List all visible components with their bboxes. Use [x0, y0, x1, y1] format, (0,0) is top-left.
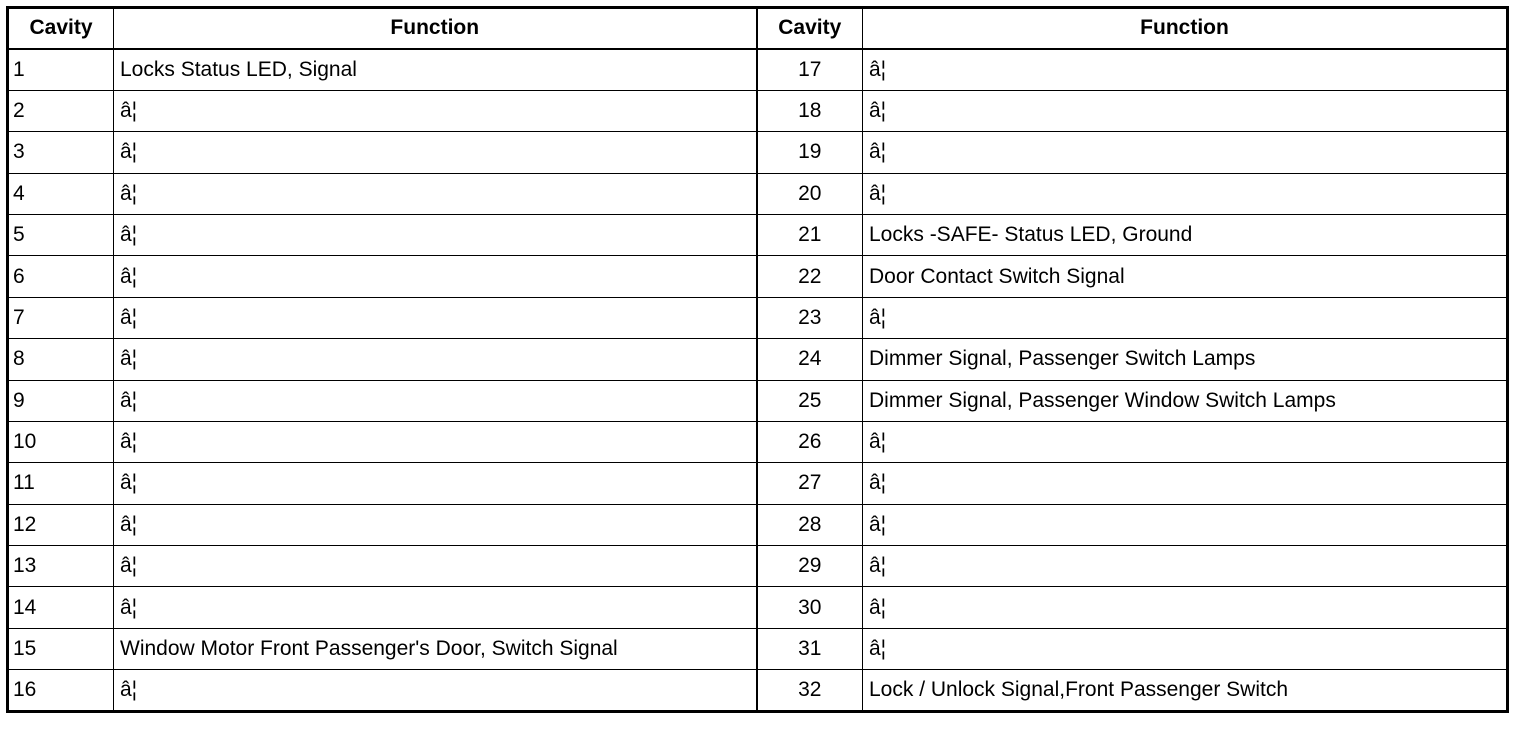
cavity-function-table [6, 6, 1509, 713]
function-cell: Dimmer Signal, Passenger Switch Lamps [863, 339, 1508, 380]
function-cell: â¦ [114, 670, 757, 711]
cavity-number-cell: 2 [8, 90, 114, 131]
cavity-number-cell: 3 [8, 132, 114, 173]
function-cell: Window Motor Front Passenger's Door, Switch Signal [114, 628, 757, 669]
function-cell: â¦ [114, 132, 757, 173]
function-cell: â¦ [863, 587, 1508, 628]
function-cell: â¦ [114, 587, 757, 628]
function-cell: â¦ [114, 90, 757, 131]
function-cell: â¦ [114, 173, 757, 214]
table-row [8, 49, 1508, 90]
cavity-number-cell: 11 [8, 463, 114, 504]
function-cell: â¦ [114, 256, 757, 297]
cavity-number-cell: 27 [757, 463, 863, 504]
cavity-number-cell: 7 [8, 297, 114, 338]
table-row [8, 628, 1508, 669]
function-cell: â¦ [114, 297, 757, 338]
cavity-number-cell: 23 [757, 297, 863, 338]
table-row [8, 297, 1508, 338]
cavity-number-cell: 15 [8, 628, 114, 669]
function-cell: â¦ [863, 132, 1508, 173]
table-header-row [8, 8, 1508, 49]
table-row [8, 90, 1508, 131]
cavity-number-cell: 5 [8, 214, 114, 255]
function-cell: Lock / Unlock Signal,Front Passenger Switch [863, 670, 1508, 711]
cavity-number-cell: 20 [757, 173, 863, 214]
table-row [8, 463, 1508, 504]
cavity-number-cell: 17 [757, 49, 863, 90]
function-cell: â¦ [863, 504, 1508, 545]
cavity-number-cell: 26 [757, 421, 863, 462]
cavity-number-cell: 32 [757, 670, 863, 711]
table-row [8, 421, 1508, 462]
function-cell: â¦ [863, 173, 1508, 214]
table-row [8, 132, 1508, 173]
cavity-number-cell: 21 [757, 214, 863, 255]
function-cell: â¦ [863, 90, 1508, 131]
cavity-number-cell: 13 [8, 546, 114, 587]
function-cell: â¦ [863, 463, 1508, 504]
function-cell: Door Contact Switch Signal [863, 256, 1508, 297]
cavity-number-cell: 30 [757, 587, 863, 628]
cavity-number-cell: 29 [757, 546, 863, 587]
table-body [8, 49, 1508, 711]
table-row [8, 587, 1508, 628]
cavity-number-cell: 1 [8, 49, 114, 90]
table-row [8, 214, 1508, 255]
table-row [8, 256, 1508, 297]
cavity-number-cell: 24 [757, 339, 863, 380]
function-cell: â¦ [114, 546, 757, 587]
function-cell: Locks -SAFE- Status LED, Ground [863, 214, 1508, 255]
function-cell: â¦ [114, 214, 757, 255]
table-row [8, 380, 1508, 421]
cavity-number-cell: 4 [8, 173, 114, 214]
header-function-right: Function [863, 8, 1508, 49]
cavity-number-cell: 18 [757, 90, 863, 131]
function-cell: â¦ [114, 339, 757, 380]
table-row [8, 546, 1508, 587]
function-cell: â¦ [863, 628, 1508, 669]
cavity-number-cell: 12 [8, 504, 114, 545]
function-cell: â¦ [863, 49, 1508, 90]
cavity-number-cell: 9 [8, 380, 114, 421]
function-cell: â¦ [863, 546, 1508, 587]
cavity-number-cell: 25 [757, 380, 863, 421]
function-cell: Locks Status LED, Signal [114, 49, 757, 90]
function-cell: â¦ [114, 421, 757, 462]
function-cell: â¦ [114, 463, 757, 504]
function-cell: â¦ [863, 421, 1508, 462]
cavity-number-cell: 8 [8, 339, 114, 380]
table-row [8, 504, 1508, 545]
cavity-number-cell: 31 [757, 628, 863, 669]
function-cell: â¦ [114, 380, 757, 421]
header-function-left: Function [114, 8, 757, 49]
cavity-number-cell: 6 [8, 256, 114, 297]
cavity-number-cell: 16 [8, 670, 114, 711]
header-cavity-right: Cavity [757, 8, 863, 49]
function-cell: â¦ [863, 297, 1508, 338]
function-cell: Dimmer Signal, Passenger Window Switch Lamps [863, 380, 1508, 421]
function-cell: â¦ [114, 504, 757, 545]
table-row [8, 339, 1508, 380]
table-row [8, 173, 1508, 214]
cavity-number-cell: 19 [757, 132, 863, 173]
header-cavity-left: Cavity [8, 8, 114, 49]
cavity-number-cell: 14 [8, 587, 114, 628]
table-row [8, 670, 1508, 711]
cavity-number-cell: 22 [757, 256, 863, 297]
cavity-number-cell: 28 [757, 504, 863, 545]
cavity-number-cell: 10 [8, 421, 114, 462]
